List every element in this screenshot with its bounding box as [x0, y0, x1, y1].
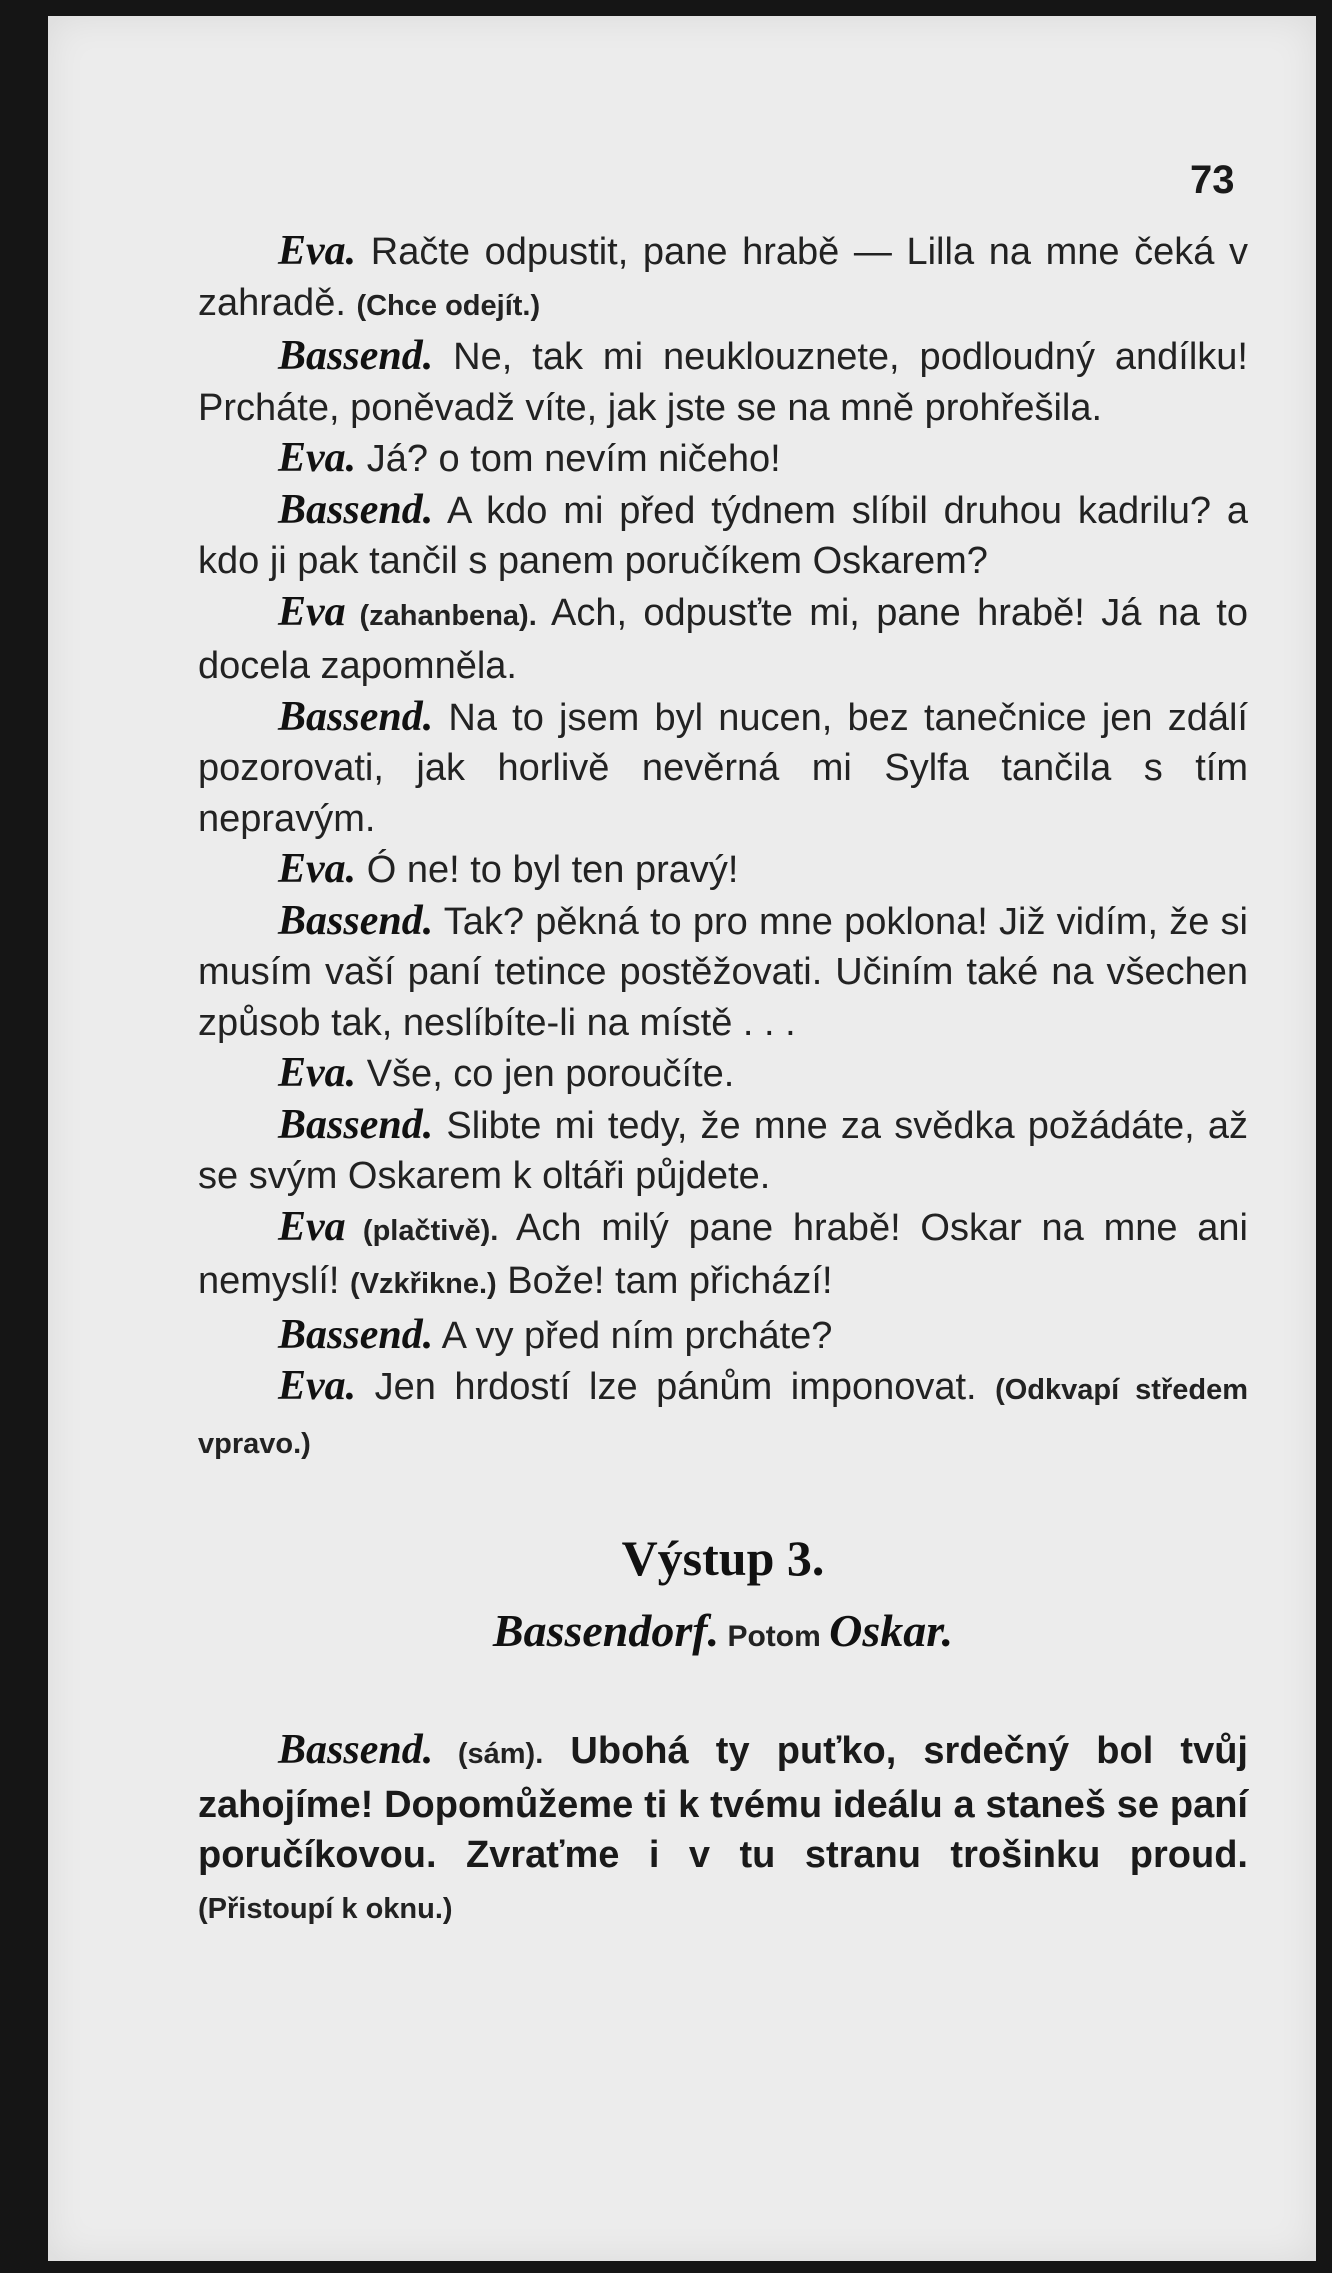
line-text: Jen hrdostí lze pánům imponovat. — [356, 1366, 996, 1408]
line-text: Na to jsem byl nucen, bez tanečnice jen zdálí pozorovati, jak horlivě nevěrná mi Sylfa tančila s tím nepravým. — [198, 696, 1248, 840]
line-text: Ubohá ty puťko, srdečný bol tvůj zahojíme! Dopomůžeme ti k tvému ideálu a staneš se paní poručíkovou. Zvraťme i v tu stranu trošinku proud. — [198, 1730, 1248, 1876]
line-text: Račte odpustit, pane hrabě — Lilla na mne čeká v zahradě. — [198, 231, 1248, 324]
cast-line — [198, 1601, 1248, 1667]
line-text: Já? o tom nevím ničeho! — [356, 438, 781, 480]
speaker-name: Bassend. — [278, 333, 434, 379]
dialogue-line — [198, 692, 1248, 845]
stage-direction: (zahanbena). — [345, 599, 537, 632]
speaker-name: Bassend. — [278, 693, 434, 740]
speaker-name: Eva. — [278, 435, 357, 481]
dialogue-line — [198, 1202, 1248, 1310]
line-text: A vy před ním prcháte? — [433, 1314, 833, 1357]
speaker-name: Eva. — [278, 228, 357, 274]
speaker-name: Bassend. — [278, 897, 434, 944]
line-text: Bože! tam přichází! — [496, 1260, 833, 1302]
dialogue-line — [198, 433, 1248, 485]
speaker-name: Bassend. — [278, 486, 434, 533]
line-text: Ach, odpusťte mi, pane hrabě! Já na to docela zapomněla. — [198, 591, 1248, 687]
dialogue-line — [198, 844, 1248, 896]
dialogue-line — [198, 1310, 1248, 1362]
dialogue-line — [198, 226, 1248, 331]
speaker-name: Bassend. — [278, 1311, 434, 1358]
scene-heading: Výstup 3. — [621, 1530, 825, 1586]
body-text — [198, 226, 1248, 1934]
stage-direction: (plačtivě). — [345, 1214, 499, 1247]
dialogue-line — [198, 1100, 1248, 1202]
cast-join: Potom — [719, 1620, 830, 1653]
dialogue-line — [198, 896, 1248, 1049]
dialogue-line — [198, 1725, 1248, 1934]
stage-direction: (Přistoupí k oknu.) — [198, 1892, 453, 1925]
stage-direction: (Chce odejít.) — [356, 289, 541, 322]
book-page — [48, 16, 1316, 2261]
speaker-name: Eva. — [278, 846, 357, 892]
stage-direction: (Odkvapí středem vpravo.) — [198, 1374, 1248, 1460]
line-text: Vše, co jen poroučíte. — [356, 1053, 735, 1095]
speaker-name: Eva. — [278, 1363, 357, 1409]
dialogue-line — [198, 1048, 1248, 1100]
line-text: Tak? pěkná to pro mne poklona! Již vidím, že si musím vaší paní tetince postěžovati. Učiním také na všechen způsob tak, neslíbíte-li na místě . . . — [198, 900, 1248, 1044]
dialogue-line — [198, 587, 1248, 692]
dialogue-line — [198, 331, 1248, 433]
line-text: Ne, tak mi neuklouznete, podloudný andílku! Prcháte, poněvadž víte, jak jste se na mně prohřešila. — [198, 336, 1248, 429]
stage-direction: (sám). — [433, 1738, 544, 1770]
cast-name: Bassendorf. — [492, 1605, 720, 1656]
speaker-name: Bassend. — [278, 1727, 434, 1773]
dialogue-line — [198, 485, 1248, 587]
line-text: Slibte mi tedy, že mne za svědka požádáte, až se svým Oskarem k oltáři půjdete. — [198, 1104, 1248, 1197]
speaker-name: Eva — [278, 1203, 346, 1250]
stage-direction: (Vzkřikne.) — [350, 1268, 497, 1300]
dialogue-line — [198, 1361, 1248, 1469]
speaker-name: Eva. — [278, 1050, 357, 1096]
line-text: Ach milý pane hrabě! Oskar na mne ani nemyslí! — [198, 1206, 1248, 1302]
speaker-name: Eva — [278, 588, 346, 635]
line-text: A kdo mi před týdnem slíbil druhou kadrilu? a kdo ji pak tančil s panem poručíkem Oskarem? — [198, 489, 1248, 582]
speaker-name: Bassend. — [278, 1101, 434, 1148]
page-number: 73 — [1190, 158, 1235, 202]
cast-name: Oskar. — [829, 1605, 954, 1656]
line-text: Ó ne! to byl ten pravý! — [356, 849, 739, 891]
